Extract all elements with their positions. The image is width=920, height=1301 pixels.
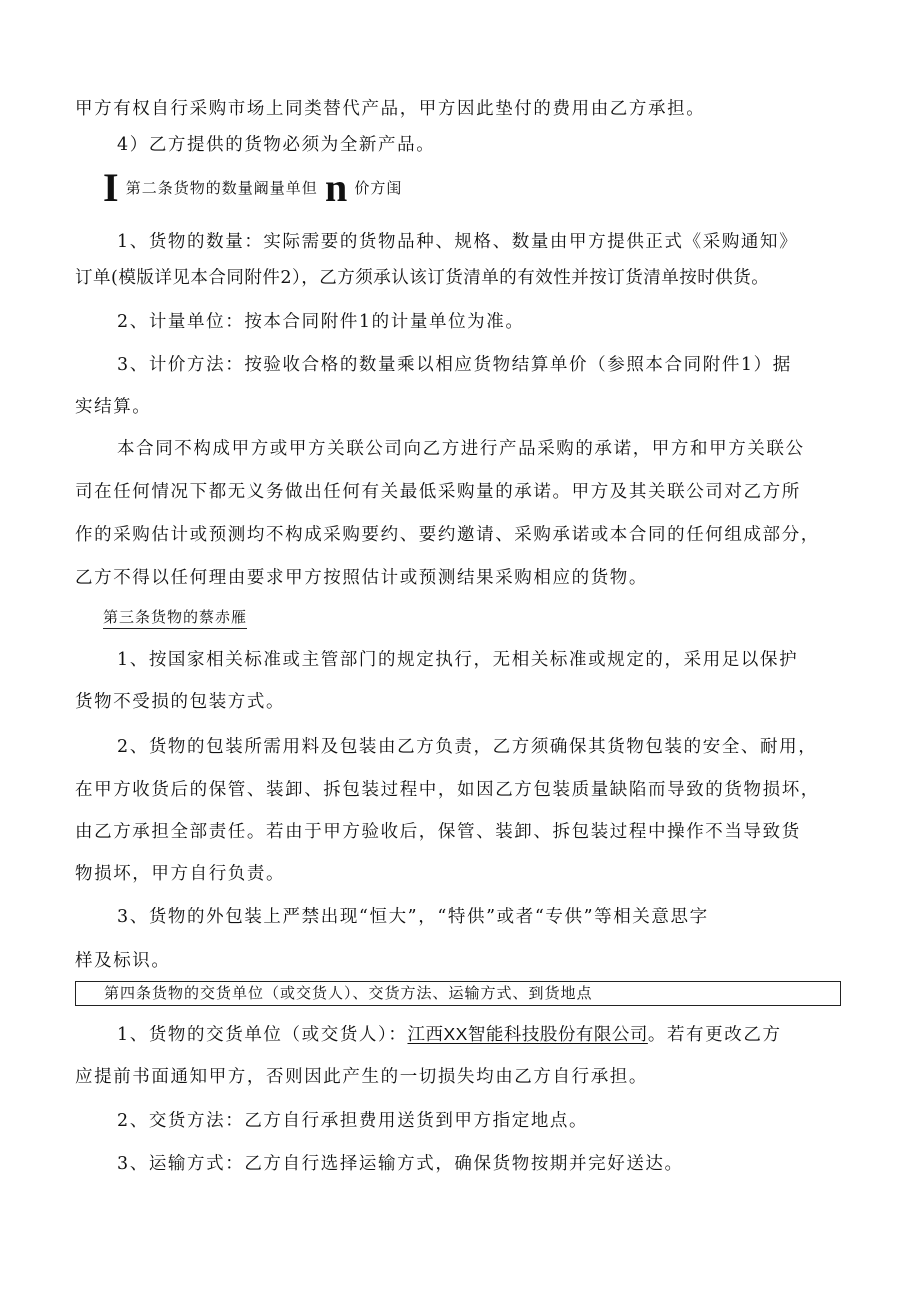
paragraph-line: 实结算。 [75, 397, 152, 417]
heading-text: 价方闺 [354, 179, 403, 197]
paragraph-line: 司在任何情况下都无义务做出任何有关最低采购量的承诺。甲方及其关联公司对乙方所 [75, 482, 801, 502]
paragraph-line: 4）乙方提供的货物必须为全新产品。 [117, 135, 436, 155]
delivery-unit-line [117, 1022, 782, 1047]
paragraph-line: 3、货物的外包装上严禁出现“恒大”，“特供”或者“专供”等相关意思字 [117, 907, 709, 927]
article-2-heading [103, 165, 403, 210]
paragraph-line: 作的采购估计或预测均不构成采购要约、要约邀请、采购承诺或本合同的任何组成部分， [75, 525, 820, 545]
paragraph-line: 3、计价方法：按验收合格的数量乘以相应货物结算单价（参照本合同附件1）据 [117, 355, 792, 375]
paragraph-line: 乙方不得以任何理由要求甲方按照估计或预测结果采购相应的货物。 [75, 568, 648, 588]
paragraph-line: 在甲方收货后的保管、装卸、拆包装过程中，如因乙方包装质量缺陷而导致的货物损坏， [75, 780, 820, 800]
paragraph-line: 本合同不构成甲方或甲方关联公司向乙方进行产品采购的承诺，甲方和甲方关联公 [117, 439, 805, 459]
paragraph-line: 样及标识。 [75, 951, 171, 971]
paragraph-line: 2、交货方法：乙方自行承担费用送货到甲方指定地点。 [117, 1111, 589, 1131]
delivery-company-name: 江西XX智能科技股份有限公司 [407, 1024, 648, 1044]
paragraph-line: 由乙方承担全部责任。若由于甲方验收后，保管、装卸、拆包装过程中操作不当导致货 [75, 822, 801, 842]
paragraph-line: 订单(模版详见本合同附件2），乙方须承认该订货清单的有效性并按订货清单按时供货。 [75, 268, 770, 288]
delivery-unit-suffix: 。若有更改乙方 [647, 1025, 782, 1045]
heading-glyph: n [324, 165, 348, 210]
delivery-unit-label: 1、货物的交货单位（或交货人）： [117, 1025, 408, 1045]
heading-glyph: I [103, 165, 119, 210]
article-4-heading-box [75, 981, 841, 1006]
paragraph-line: 2、计量单位：按本合同附件1的计量单位为准。 [117, 312, 525, 332]
paragraph-line: 货物不受损的包装方式。 [75, 692, 286, 712]
paragraph-line: 2、货物的包装所需用料及包装由乙方负责，乙方须确保其货物包装的安全、耐用， [117, 737, 818, 757]
paragraph-line: 物损坏，甲方自行负责。 [75, 864, 286, 884]
paragraph-line: 应提前书面通知甲方，否则因此产生的一切损失均由乙方自行承担。 [75, 1067, 648, 1087]
article-3-heading: 第三条货物的蔡赤雁 [103, 606, 247, 629]
heading-text: 第二条货物的数量阚量单但 [125, 179, 318, 197]
article-4-heading: 第四条货物的交货单位（或交货人）、交货方法、运输方式、到货地点 [104, 984, 593, 1002]
paragraph-line: 甲方有权自行采购市场上同类替代产品，甲方因此垫付的费用由乙方承担。 [75, 99, 706, 119]
paragraph-line: 1、货物的数量：实际需要的货物品种、规格、数量由甲方提供正式《采购通知》 [117, 232, 799, 252]
paragraph-line: 3、运输方式：乙方自行选择运输方式，确保货物按期并完好送达。 [117, 1154, 684, 1174]
paragraph-line: 1、按国家相关标准或主管部门的规定执行，无相关标准或规定的，采用足以保护 [117, 650, 799, 670]
